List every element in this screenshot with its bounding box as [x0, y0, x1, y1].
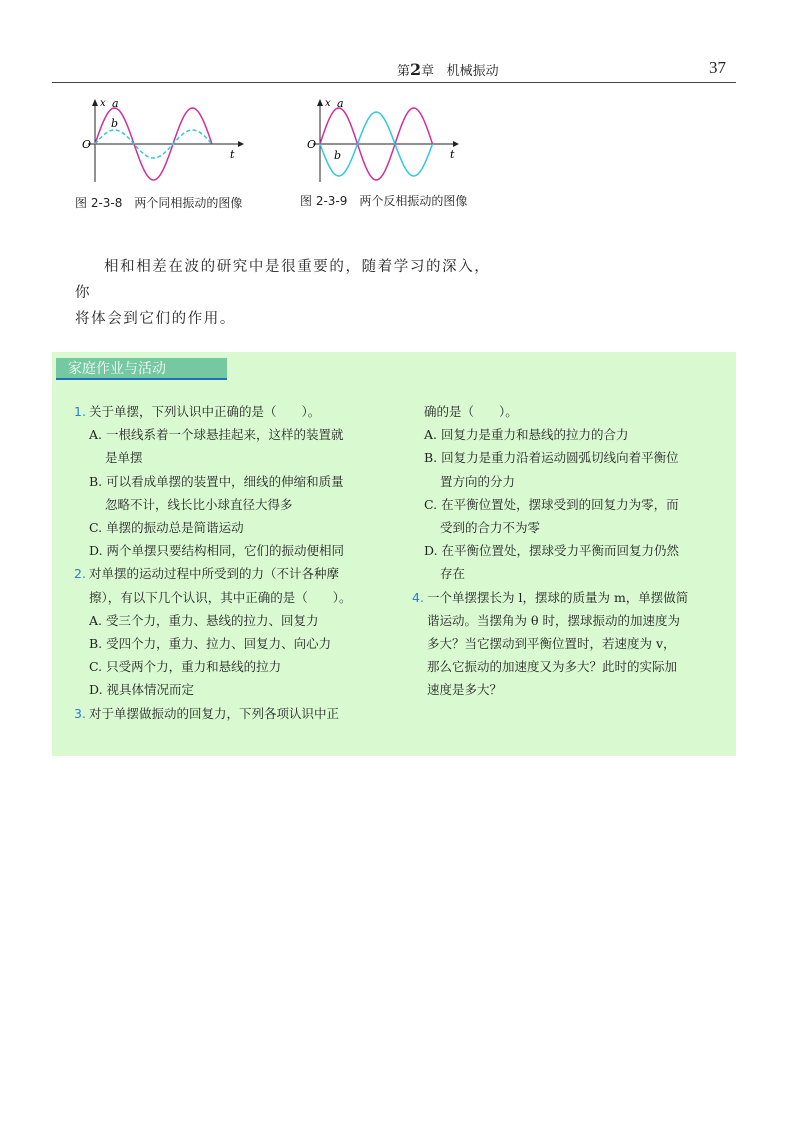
figure-anti-phase	[305, 94, 475, 184]
chapter-number: 2	[410, 60, 422, 79]
question-4-line-4: 那么它振动的加速度又为多大？此时的实际加	[427, 659, 678, 675]
option-3d: D. 在平衡位置处，摆球受力平衡而回复力仍然	[424, 543, 680, 559]
question-4	[412, 586, 722, 609]
option-2d: D. 视具体情况而定	[89, 682, 195, 698]
question-4-line-3: 多大？当它摆动到平衡位置时，若速度为 v，	[427, 636, 676, 652]
option-2b: B. 受四个力，重力、拉力、回复力、向心力	[89, 636, 332, 652]
option-1b-cont: 忽略不计，线长比小球直径大得多	[105, 496, 293, 512]
option-3c-cont: 受到的合力不为零	[440, 520, 541, 536]
question-3	[74, 702, 394, 725]
option-1d: D. 两个单摆只要结构相同，它们的振动便相同	[89, 543, 345, 559]
option-2c: C. 只受两个力，重力和悬线的拉力	[89, 659, 282, 675]
curve-a-label: a	[337, 97, 344, 110]
question-4-line-5: 速度是多大？	[427, 682, 503, 698]
body-line-2: 将体会到它们的作用。	[75, 311, 236, 327]
x-axis-arrow	[92, 99, 98, 106]
question-number: 2.	[74, 566, 86, 582]
homework-left-column	[74, 400, 394, 725]
question-3-cont: 确的是（ ）。	[424, 404, 518, 419]
option-3b: B. 回复力是重力沿着运动圆弧切线向着平衡位	[424, 450, 679, 466]
t-axis-label: t	[230, 148, 235, 161]
t-axis-arrow	[453, 141, 459, 147]
page-number: 37	[709, 58, 726, 77]
chapter-label	[397, 60, 499, 79]
question-4-line-2: 谐运动。当摆角为 θ 时，摆球振动的加速度为	[427, 612, 680, 628]
option-3a: A. 回复力是重力和悬线的拉力的合力	[424, 427, 629, 443]
option-3c: C. 在平衡位置处，摆球受到的回复力为零，而	[424, 496, 679, 512]
figure-caption-anti-phase: 图 2-3-9 两个反相振动的图像	[300, 194, 468, 208]
question-number: 4.	[412, 589, 424, 605]
figure-in-phase	[80, 94, 250, 184]
origin-label: O	[82, 138, 92, 151]
x-axis-label: x	[100, 98, 106, 109]
x-axis-arrow	[317, 99, 323, 106]
figure-caption-in-phase: 图 2-3-8 两个同相振动的图像	[75, 196, 243, 210]
option-3b-cont: 置方向的分力	[440, 473, 516, 489]
curve-b-label: b	[111, 117, 119, 130]
x-axis-label: x	[325, 98, 331, 109]
t-axis-arrow	[238, 141, 244, 147]
anti-phase-graph	[305, 94, 475, 184]
body-paragraph	[75, 254, 505, 332]
option-1a: A. 一根线系着一个球悬挂起来，这样的装置就	[89, 427, 344, 443]
question-stem: 关于单摆，下列认识中正确的是（ ）。	[89, 404, 321, 419]
option-2a: A. 受三个力，重力、悬线的拉力、回复力	[89, 612, 319, 628]
homework-box	[52, 352, 736, 756]
question-2	[74, 562, 394, 585]
chapter-title: 机械振动	[446, 64, 499, 79]
question-number: 1.	[74, 404, 86, 419]
chapter-suffix: 章	[421, 64, 435, 79]
question-stem: 对于单摆做振动的回复力，下列各项认识中正	[89, 705, 340, 721]
homework-right-column	[412, 400, 722, 702]
question-2-cont: 擦），有以下几个认识，其中正确的是（ ）。	[89, 589, 352, 605]
question-stem: 对单摆的运动过程中所受到的力（不计各种摩	[89, 566, 340, 582]
homework-title: 家庭作业与活动	[56, 358, 227, 380]
option-1a-cont: 是单摆	[105, 450, 143, 466]
origin-label: O	[307, 138, 317, 151]
question-stem: 一个单摆摆长为 l，摆球的质量为 m，单摆做简	[427, 589, 689, 605]
chapter-prefix: 第	[397, 64, 411, 79]
option-1c: C. 单摆的振动总是简谐运动	[89, 520, 244, 536]
in-phase-graph	[80, 94, 250, 184]
option-1b: B. 可以看成单摆的装置中，细线的伸缩和质量	[89, 473, 344, 489]
body-line-1: 相和相差在波的研究中是很重要的，随着学习的深入，你	[75, 259, 491, 301]
question-1	[74, 400, 394, 423]
page-header	[52, 58, 736, 83]
curve-a-label: a	[112, 97, 119, 110]
t-axis-label: t	[450, 148, 455, 161]
question-number: 3.	[74, 705, 86, 721]
option-3d-cont: 存在	[440, 566, 466, 582]
curve-b-label: b	[334, 149, 342, 162]
